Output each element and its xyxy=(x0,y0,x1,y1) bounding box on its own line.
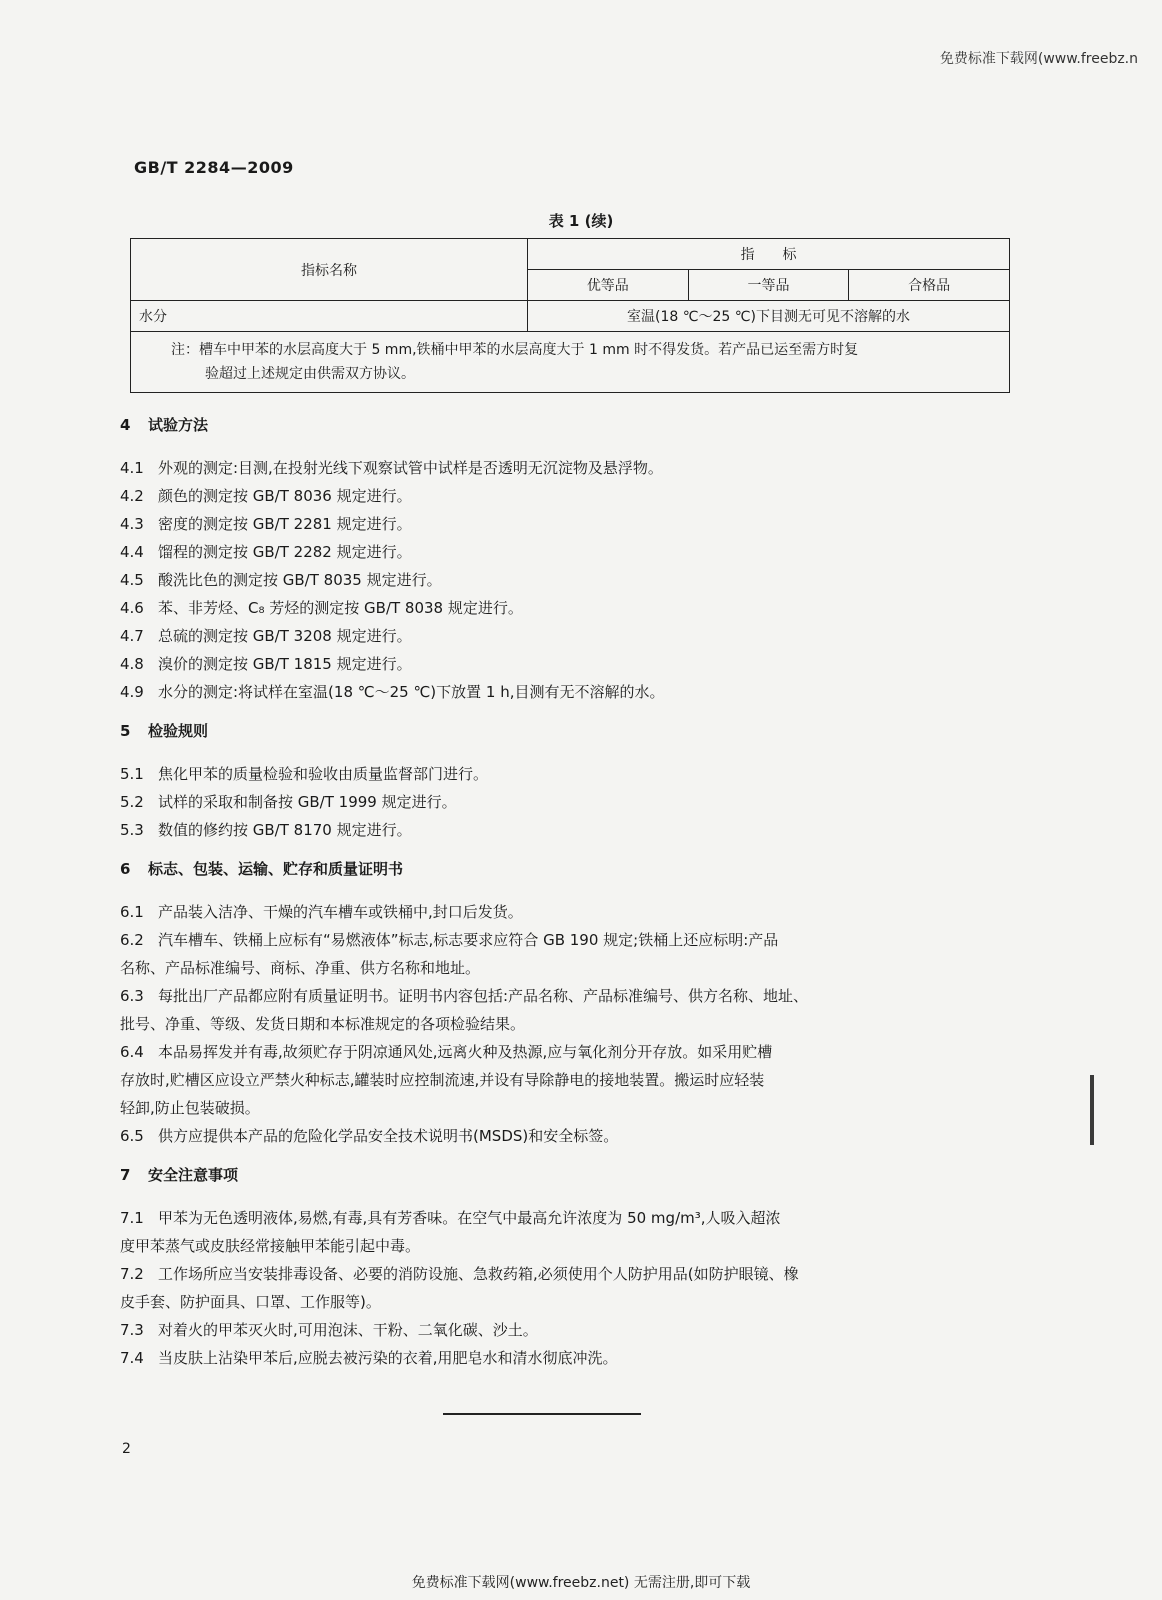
grade-header: 一等品 xyxy=(688,270,849,301)
table-note-line1: 注：槽车中甲苯的水层高度大于 5 mm,铁桶中甲苯的水层高度大于 1 mm 时不得发货。若产品已运至需方时复 xyxy=(171,342,859,358)
clause-text: 工作场所应当安装排毒设备、必要的消防设施、急救药箱,必须使用个人防护用品(如防护眼镜、橡 xyxy=(158,1265,799,1283)
clause-number: 6.2 xyxy=(120,931,144,949)
clause-text: 本品易挥发并有毒,故须贮存于阴凉通风处,远离火种及热源,应与氧化剂分开存放。如采用贮槽 xyxy=(158,1043,773,1061)
clause-number: 7.3 xyxy=(120,1321,144,1339)
end-rule xyxy=(443,1413,641,1415)
clause-text: 溴价的测定按 GB/T 1815 规定进行。 xyxy=(158,655,412,673)
clause-number: 4.4 xyxy=(120,543,144,561)
clause-number: 7.2 xyxy=(120,1265,144,1283)
clause-number: 4.2 xyxy=(120,487,144,505)
col-header-name: 指标名称 xyxy=(131,239,528,301)
clause xyxy=(120,482,1000,510)
clause xyxy=(120,594,1000,622)
section xyxy=(120,856,1000,1150)
section xyxy=(120,412,1000,706)
section-title: 检验规则 xyxy=(148,722,209,740)
section-number: 5 xyxy=(120,722,131,740)
clause-text: 汽车槽车、铁桶上应标有“易燃液体”标志,标志要求应符合 GB 190 规定;铁桶上还应标明:产品 xyxy=(158,931,779,949)
clause-text: 总硫的测定按 GB/T 3208 规定进行。 xyxy=(158,627,412,645)
section-heading xyxy=(120,412,1000,438)
section-number: 4 xyxy=(120,416,131,434)
clause-number: 5.1 xyxy=(120,765,144,783)
clause-continuation: 皮手套、防护面具、口罩、工作服等)。 xyxy=(120,1293,381,1311)
spec-table xyxy=(130,238,1010,393)
clause xyxy=(120,1316,1000,1344)
clause xyxy=(120,650,1000,678)
clause-number: 6.3 xyxy=(120,987,144,1005)
clause-continuation: 存放时,贮槽区应设立严禁火种标志,罐装时应控制流速,并设有导除静电的接地装置。搬运时应轻装 xyxy=(120,1071,765,1089)
clause-text: 水分的测定:将试样在室温(18 ℃～25 ℃)下放置 1 h,目测有无不溶解的水。 xyxy=(158,683,665,701)
grade-header: 优等品 xyxy=(528,270,689,301)
clause-number: 7.4 xyxy=(120,1349,144,1367)
row-water-value: 室温(18 ℃～25 ℃)下目测无可见不溶解的水 xyxy=(528,301,1010,332)
clause-text: 每批出厂产品都应附有质量证明书。证明书内容包括:产品名称、产品标准编号、供方名称、地址、 xyxy=(158,987,809,1005)
clause xyxy=(120,566,1000,594)
clause-number: 4.9 xyxy=(120,683,144,701)
clause-text: 酸洗比色的测定按 GB/T 8035 规定进行。 xyxy=(158,571,442,589)
clause-number: 4.6 xyxy=(120,599,144,617)
clause xyxy=(120,926,1000,954)
clause-text: 密度的测定按 GB/T 2281 规定进行。 xyxy=(158,515,412,533)
clause xyxy=(120,1122,1000,1150)
clause xyxy=(120,788,1000,816)
clause xyxy=(120,538,1000,566)
clause-text: 对着火的甲苯灭火时,可用泡沫、干粉、二氧化碳、沙土。 xyxy=(158,1321,538,1339)
standard-id: GB/T 2284—2009 xyxy=(134,158,294,177)
col-header-spec: 指 标 xyxy=(528,239,1010,270)
clause xyxy=(120,454,1000,482)
clause-continuation: 度甲苯蒸气或皮肤经常接触甲苯能引起中毒。 xyxy=(120,1237,421,1255)
clause-text: 试样的采取和制备按 GB/T 1999 规定进行。 xyxy=(158,793,457,811)
section-title: 试验方法 xyxy=(148,416,209,434)
clause-number: 4.5 xyxy=(120,571,144,589)
clause-continuation: 批号、净重、等级、发货日期和本标准规定的各项检验结果。 xyxy=(120,1015,526,1033)
section-heading xyxy=(120,856,1000,882)
clause xyxy=(120,622,1000,650)
section-title: 安全注意事项 xyxy=(148,1166,239,1184)
clause-continuation: 名称、产品标准编号、商标、净重、供方名称和地址。 xyxy=(120,959,481,977)
clause-text: 当皮肤上沾染甲苯后,应脱去被污染的衣着,用肥皂水和清水彻底冲洗。 xyxy=(158,1349,618,1367)
clause-number: 5.3 xyxy=(120,821,144,839)
table-note-line2: 验超过上述规定由供需双方协议。 xyxy=(205,366,415,382)
clause xyxy=(120,678,1000,706)
page-number: 2 xyxy=(122,1441,131,1457)
table-note xyxy=(131,332,1010,393)
clause-number: 6.5 xyxy=(120,1127,144,1145)
section-heading xyxy=(120,1162,1000,1188)
section-heading xyxy=(120,718,1000,744)
clause-text: 馏程的测定按 GB/T 2282 规定进行。 xyxy=(158,543,412,561)
clause xyxy=(120,510,1000,538)
clause-continuation: 轻卸,防止包装破损。 xyxy=(120,1099,260,1117)
clause-text: 甲苯为无色透明液体,易燃,有毒,具有芳香味。在空气中最高允许浓度为 50 mg/m³,人吸入超浓 xyxy=(158,1209,781,1227)
clause xyxy=(120,1344,1000,1372)
clause-number: 4.3 xyxy=(120,515,144,533)
clause-text: 颜色的测定按 GB/T 8036 规定进行。 xyxy=(158,487,412,505)
clause xyxy=(120,1204,1000,1232)
clause xyxy=(120,816,1000,844)
clause-number: 4.1 xyxy=(120,459,144,477)
row-water-name: 水分 xyxy=(131,301,528,332)
watermark-top: 免费标准下载网(www.freebz.n xyxy=(939,51,1138,67)
clause xyxy=(120,982,1000,1010)
clause xyxy=(120,898,1000,926)
clause-text: 数值的修约按 GB/T 8170 规定进行。 xyxy=(158,821,412,839)
watermark-bottom: 免费标准下载网(www.freebz.net) 无需注册,即可下载 xyxy=(411,1575,751,1591)
section xyxy=(120,1162,1000,1372)
clause-text: 焦化甲苯的质量检验和验收由质量监督部门进行。 xyxy=(158,765,489,783)
grade-header: 合格品 xyxy=(849,270,1010,301)
clause-number: 6.1 xyxy=(120,903,144,921)
clause-number: 7.1 xyxy=(120,1209,144,1227)
clause-text: 外观的测定:目测,在投射光线下观察试管中试样是否透明无沉淀物及悬浮物。 xyxy=(158,459,663,477)
section-number: 7 xyxy=(120,1166,131,1184)
clause-number: 5.2 xyxy=(120,793,144,811)
section-number: 6 xyxy=(120,860,131,878)
clause xyxy=(120,1260,1000,1288)
clause-text: 产品装入洁净、干燥的汽车槽车或铁桶中,封口后发货。 xyxy=(158,903,523,921)
clause-text: 供方应提供本产品的危险化学品安全技术说明书(MSDS)和安全标签。 xyxy=(158,1127,619,1145)
scan-artifact xyxy=(1090,1075,1094,1145)
clause xyxy=(120,760,1000,788)
clause-number: 4.7 xyxy=(120,627,144,645)
body-content xyxy=(120,412,1000,1384)
clause-text: 苯、非芳烃、C₈ 芳烃的测定按 GB/T 8038 规定进行。 xyxy=(158,599,523,617)
clause-number: 4.8 xyxy=(120,655,144,673)
table-title: 表 1 (续) xyxy=(548,212,614,230)
section-title: 标志、包装、运输、贮存和质量证明书 xyxy=(148,860,404,878)
clause-number: 6.4 xyxy=(120,1043,144,1061)
clause xyxy=(120,1038,1000,1066)
section xyxy=(120,718,1000,844)
